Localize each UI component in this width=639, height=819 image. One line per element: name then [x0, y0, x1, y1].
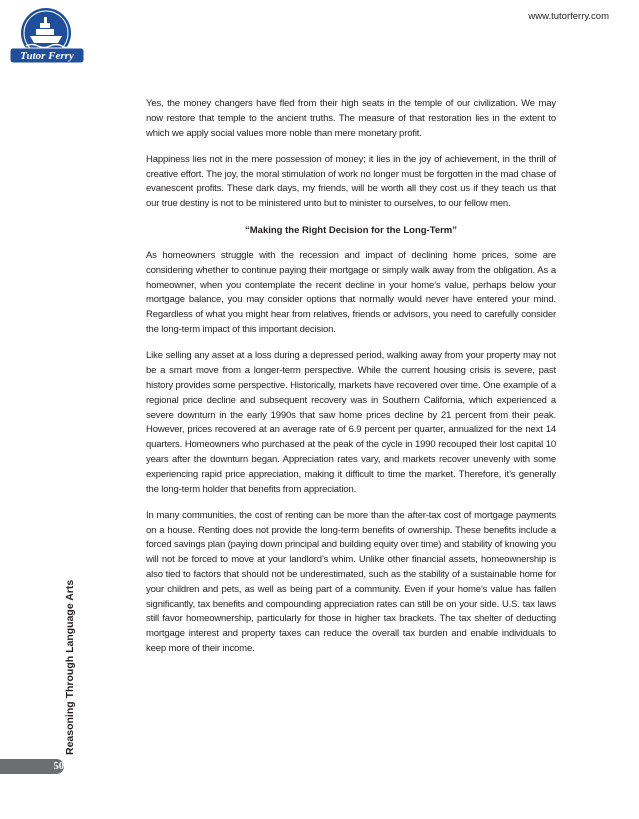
- page-number: 50: [53, 761, 64, 772]
- article-body: [146, 97, 556, 668]
- paragraph: Like selling any asset at a loss during a depressed period, walking away from your property may not be a smart move from a longer-term perspective. While the current housing crisis is severe, past history provides some perspective. Historically, markets have recovered over time. One example of a regional price decline and subsequent recovery was in Southern California, which experienced a severe downturn in the early 1990s that saw home prices decline by 21 percent from their peak. However, prices recovered at an average rate of 6.9 percent per quarter, annualized for the next 14 quarters. Homeowners who purchased at the peak of the cycle in 1990 recouped their lost capital 10 years after the downturn began. Appreciation rates vary, and markets recover unevenly with some experiencing rapid price appreciation, making it difficult to time the market. Therefore, it’s generally the long-term holder that benefits from appreciation.: [146, 350, 556, 495]
- tutor-ferry-logo: [8, 6, 86, 68]
- paragraph: As homeowners struggle with the recession and impact of declining home prices, some are considering whether to continue paying their mortgage or simply walk away from the obligation. As a homeowner, when you contemplate the recent decline in your home’s value, perhaps below your mortgage balance, you may consider options that normally would never have entered your mind. Regardless of what you might hear from relatives, friends or advisors, you need to carefully consider the long-term impact of this important decision.: [146, 250, 556, 336]
- logo-text: Tutor Ferry: [20, 50, 74, 62]
- site-url[interactable]: www.tutorferry.com: [528, 11, 609, 22]
- paragraph: Happiness lies not in the mere possession of money; it lies in the joy of achievement, in the thrill of creative effort. The joy, the moral stimulation of work no longer must be forgotten in the mad chase of evanescent profits. These dark days, my friends, will be worth all they cost us if they teach us that our true destiny is not to be ministered unto but to minister to ourselves, to our fellow men.: [146, 153, 556, 210]
- paragraph: In many communities, the cost of renting can be more than the after-tax cost of mortgage payments on a house. Renting does not provide the long-term benefits of ownership. These benefits include a forced savings plan (paying down principal and building equity over time) and stability of knowing you will not be forced to move at your landlord’s whim. Unlike other financial assets, homeownership is also tied to factors that should not be underestimated, such as the stability of a sustainable home for your children and pets, as well as being part of a community. Even if your home’s value has fallen significantly, tax benefits and compounding appreciation rates can still be on your side. U.S. tax laws still favor homeownership, particularly for those in higher tax brackets. The tax shelter of deducting mortgage interest and property taxes can reduce the overall tax burden and enable individuals to keep more of their income.: [146, 509, 556, 654]
- section-heading: “Making the Right Decision for the Long-Term”: [245, 224, 457, 236]
- book-section-label: Reasoning Through Language Arts: [64, 579, 76, 755]
- paragraph: Yes, the money changers have fled from their high seats in the temple of our civilization. We may now restore that temple to the ancient truths. The measure of that restoration lies in the extent to which we apply social values more noble than mere monetary profit.: [146, 98, 556, 139]
